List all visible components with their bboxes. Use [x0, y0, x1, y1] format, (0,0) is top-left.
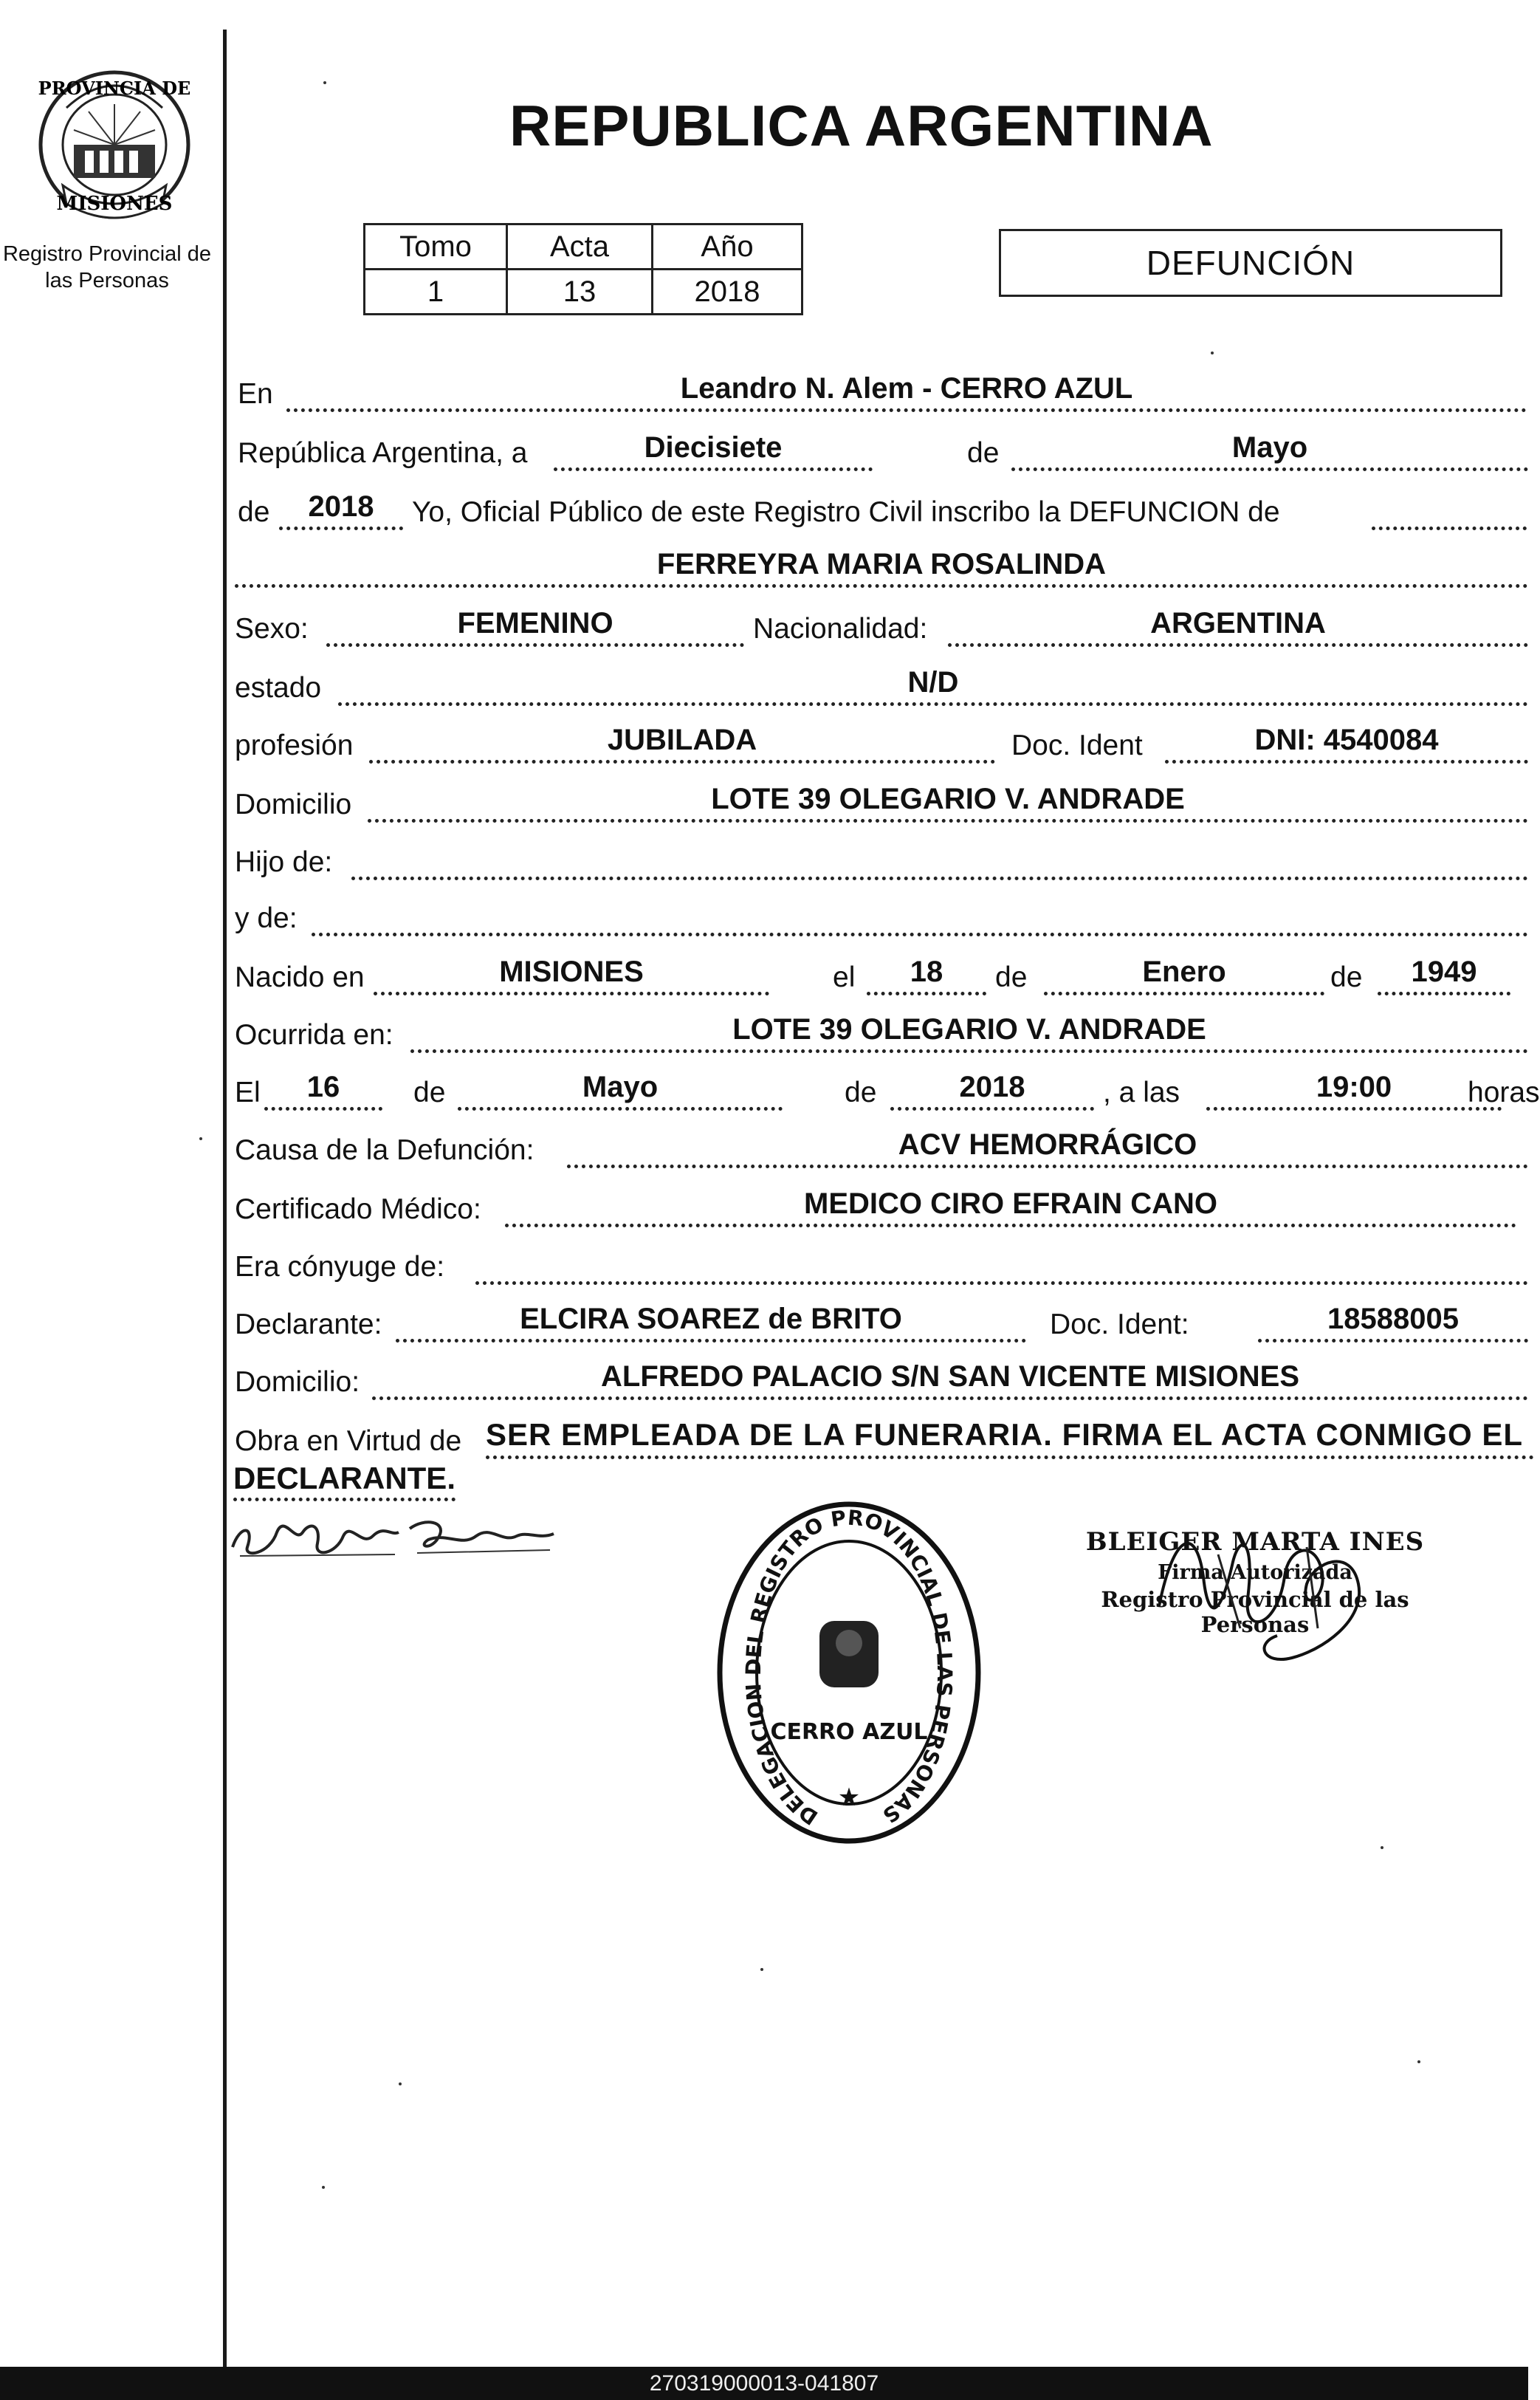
nacido-dia-field: 18 [867, 952, 986, 995]
margin-rule [223, 30, 227, 2378]
row-nombre [235, 542, 1528, 591]
row-yde: y de: [235, 891, 1528, 939]
doc-field: DNI: 4540084 [1165, 720, 1528, 764]
tomo-header: Tomo [365, 224, 507, 270]
obra-continuation: DECLARANTE. [233, 1459, 456, 1501]
speck [199, 1137, 202, 1140]
row-nacido: Nacido en MISIONES el 18 de Enero de 1949 [235, 950, 1528, 998]
causa-field: ACV HEMORRÁGICO [567, 1125, 1528, 1168]
conyuge-field [475, 1241, 1528, 1285]
row-fecha: República Argentina, a Diecisiete de Mayo [235, 425, 1528, 474]
official-line2: Registro Provincial de las Personas [1101, 1587, 1409, 1637]
row-estado: estado N/D [235, 660, 1528, 709]
speck [1211, 352, 1214, 354]
row-ocurrida: Ocurrida en: LOTE 39 OLEGARIO V. ANDRADE [235, 1007, 1528, 1056]
svg-text:PROVINCIA DE: PROVINCIA DE [38, 78, 191, 99]
row-certificado: Certificado Médico: MEDICO CIRO EFRAIN CANO [235, 1182, 1528, 1230]
record-type-box: DEFUNCIÓN [999, 229, 1502, 297]
footer-code-bar [0, 2367, 1528, 2400]
speck [1381, 1846, 1383, 1849]
svg-text:DELEGACION DEL REGISTRO PROVIN: DELEGACION DEL REGISTRO PROVINCIAL DE LAS PERSONAS [740, 1505, 958, 1830]
row-obra: Obra en Virtud de SER EMPLEADA DE LA FUNERARIA. FIRMA EL ACTA CONMIGO EL [235, 1413, 1528, 1462]
nombre-field: FERREYRA MARIA ROSALINDA [235, 544, 1528, 588]
svg-text:★: ★ [837, 1783, 861, 1811]
page-title: REPUBLICA ARGENTINA [509, 93, 1214, 158]
record-table [363, 223, 803, 315]
official-line1: Firma Autorizada [1158, 1561, 1352, 1584]
acta-value: 13 [507, 270, 653, 315]
row-fallecimiento: El 16 de Mayo de 2018 , a las 19:00 horas [235, 1065, 1528, 1114]
domicilio2-field: ALFREDO PALACIO S/N SAN VICENTE MISIONES [372, 1357, 1528, 1400]
hora-field: 19:00 [1206, 1067, 1502, 1111]
row-hijo: Hijo de: [235, 834, 1528, 883]
anio-field: 2018 [279, 487, 403, 530]
row-causa: Causa de la Defunción: ACV HEMORRÁGICO [235, 1122, 1528, 1171]
nacido-mes-field: Enero [1044, 952, 1324, 995]
row-sexo: Sexo: FEMENINO Nacionalidad: ARGENTINA [235, 601, 1528, 650]
row-profesion: profesión JUBILADA Doc. Ident DNI: 4540084 [235, 718, 1528, 767]
nacido-lugar-field: MISIONES [374, 952, 769, 995]
dia-field: Diecisiete [554, 428, 873, 471]
profesion-field: JUBILADA [369, 720, 995, 764]
sexo-field: FEMENINO [326, 603, 744, 647]
row-lugar: En Leandro N. Alem - CERRO AZUL [235, 366, 1528, 415]
row-domicilio: Domicilio LOTE 39 OLEGARIO V. ANDRADE [235, 777, 1528, 826]
agency-caption: Registro Provincial de las Personas [2, 242, 212, 292]
speck [323, 81, 326, 84]
anio-value: 2018 [653, 270, 802, 315]
row-anio: de 2018 Yo, Oficial Público de este Registro Civil inscribo la DEFUNCION de [235, 484, 1528, 533]
official-name: BLEIGER MARTA INES [1085, 1527, 1425, 1557]
speck [1417, 2060, 1420, 2063]
declarant-signature-icon [225, 1503, 565, 1569]
estado-field: N/D [338, 662, 1528, 706]
fall-anio-field: 2018 [890, 1067, 1094, 1111]
nacionalidad-field: ARGENTINA [948, 603, 1528, 647]
lugar-field: Leandro N. Alem - CERRO AZUL [286, 368, 1527, 412]
acta-header: Acta [507, 224, 653, 270]
fall-mes-field: Mayo [458, 1067, 783, 1111]
mes-field: Mayo [1011, 428, 1528, 471]
row-conyuge: Era cónyuge de: [235, 1239, 1528, 1288]
hijo-field [351, 837, 1528, 880]
registry-seal-icon [709, 1495, 989, 1850]
svg-text:CERRO AZUL: CERRO AZUL [770, 1719, 928, 1745]
certificado-field: MEDICO CIRO EFRAIN CANO [505, 1184, 1516, 1227]
speck [322, 2186, 325, 2189]
fall-dia-field: 16 [264, 1067, 382, 1111]
footer-code: 270319000013-041807 [649, 2370, 879, 2396]
row-declarante: Declarante: ELCIRA SOAREZ de BRITO Doc. Ident: 18588005 [235, 1297, 1528, 1345]
speck [399, 2082, 402, 2085]
ocurrida-field: LOTE 39 OLEGARIO V. ANDRADE [410, 1009, 1528, 1053]
declarante-field: ELCIRA SOAREZ de BRITO [396, 1299, 1026, 1343]
misiones-shield-icon [22, 64, 207, 226]
anio-header: Año [653, 224, 802, 270]
domicilio-field: LOTE 39 OLEGARIO V. ANDRADE [368, 779, 1528, 823]
oficial-trailing-field [1372, 487, 1527, 530]
speck [760, 1968, 763, 1971]
obra-field: SER EMPLEADA DE LA FUNERARIA. FIRMA EL ACTA CONMIGO EL [486, 1414, 1534, 1459]
row-domicilio2: Domicilio: ALFREDO PALACIO S/N SAN VICENTE MISIONES [235, 1354, 1528, 1403]
nacido-anio-field: 1949 [1378, 952, 1510, 995]
svg-text:MISIONES: MISIONES [56, 193, 173, 215]
official-signature-icon [1130, 1518, 1410, 1680]
doc2-field: 18588005 [1258, 1299, 1528, 1343]
tomo-value: 1 [365, 270, 507, 315]
yde-field [312, 893, 1528, 936]
